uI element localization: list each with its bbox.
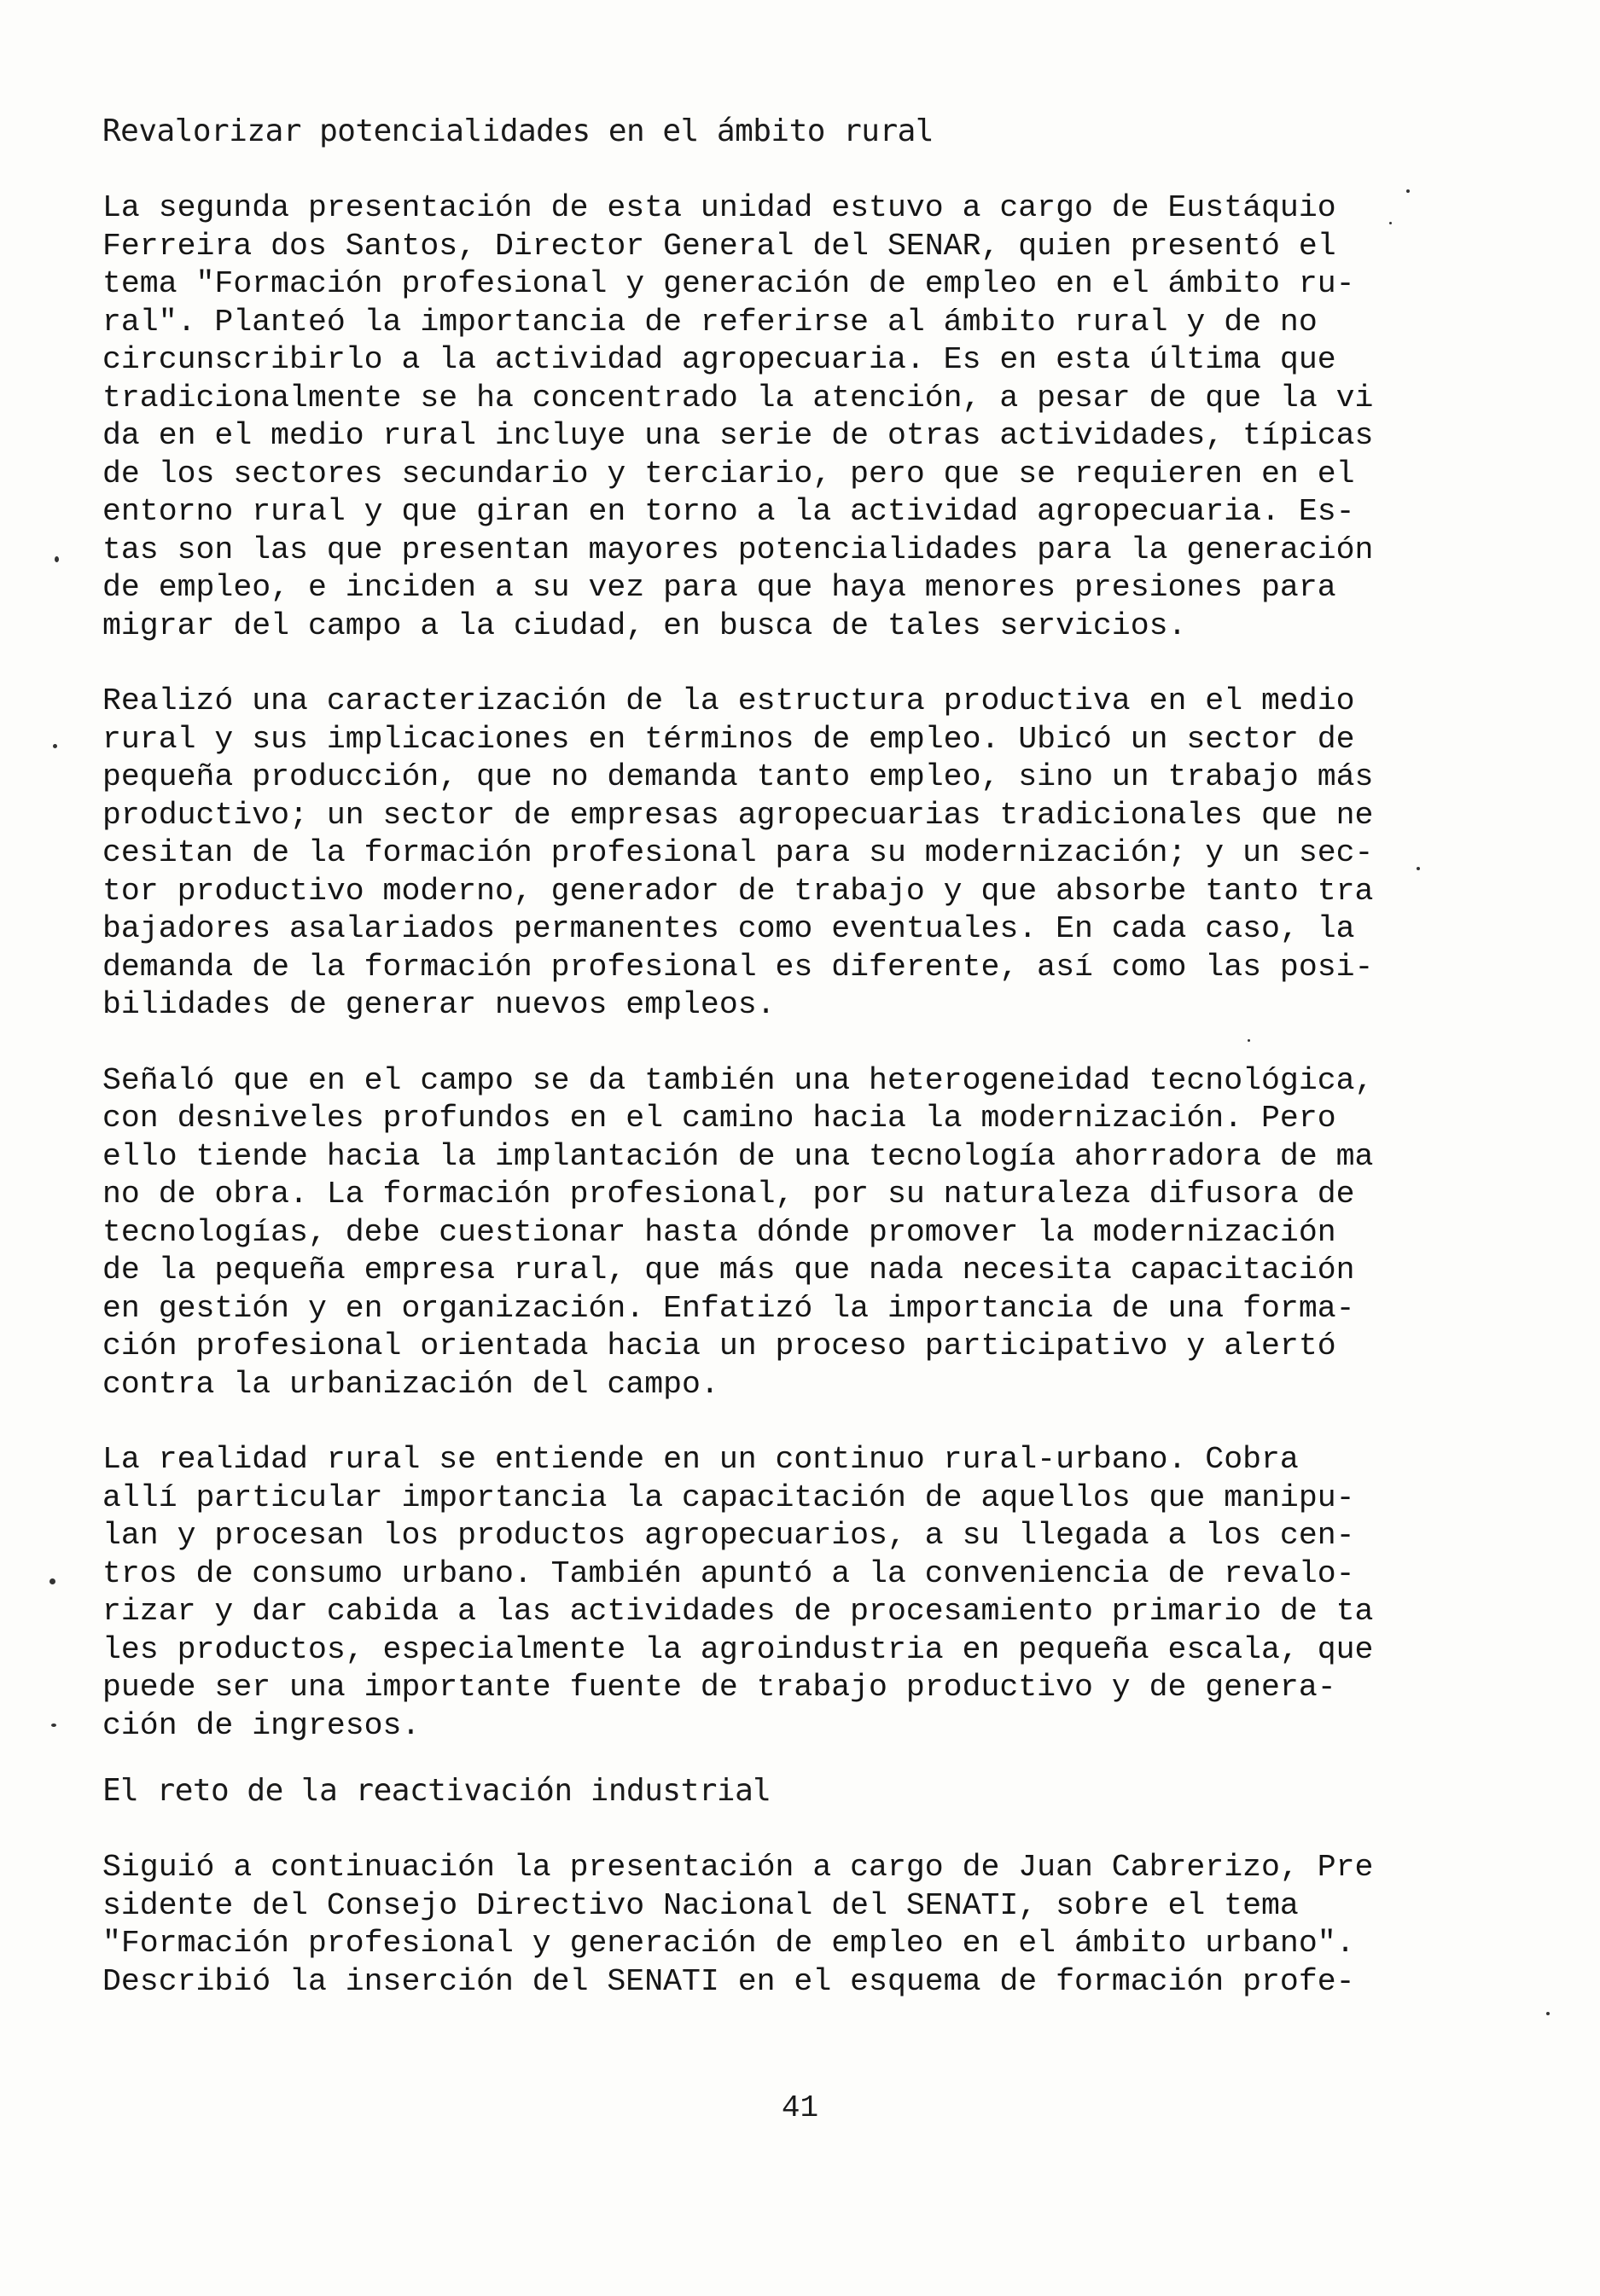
text-line: migrar del campo a la ciudad, en busca de tales servicios.: [102, 607, 1187, 643]
page-content: [102, 111, 1399, 2038]
text-line: de los sectores secundario y terciario, pero que se requieren en el: [102, 456, 1355, 491]
text-line: contra la urbanización del campo.: [102, 1366, 719, 1402]
text-line: Ferreira dos Santos, Director General del SENAR, quien presentó el: [102, 228, 1336, 264]
text-line: pequeña producción, que no demanda tanto empleo, sino un trabajo más: [102, 759, 1374, 794]
section-heading-rural: Revalorizar potencialidades en el ámbito rural: [102, 113, 934, 148]
section-heading-industrial: El reto de la reactivación industrial: [102, 1773, 771, 1808]
text-line: con desniveles profundos en el camino hacia la modernización. Pero: [102, 1101, 1336, 1136]
text-line: tradicionalmente se ha concentrado la atención, a pesar de que la vi: [102, 380, 1374, 416]
text-line: allí particular importancia la capacitación de aquellos que manipu-: [102, 1479, 1355, 1515]
paragraph: [102, 189, 1399, 645]
text-line: circunscribirlo a la actividad agropecuaria. Es en esta última que: [102, 342, 1336, 377]
paragraph: [102, 1849, 1399, 2001]
text-line: ción profesional orientada hacia un proceso participativo y alertó: [102, 1328, 1336, 1363]
text-line: bajadores asalariados permanentes como eventuales. En cada caso, la: [102, 911, 1355, 946]
text-line: les productos, especialmente la agroindustria en pequeña escala, que: [102, 1631, 1374, 1667]
text-line: Describió la inserción del SENATI en el esquema de formación profe-: [102, 1963, 1355, 1999]
text-line: rizar y dar cabida a las actividades de procesamiento primario de ta: [102, 1594, 1374, 1629]
text-line: no de obra. La formación profesional, por su naturaleza difusora de: [102, 1177, 1355, 1212]
text-line: Señaló que en el campo se da también una heterogeneidad tecnológica,: [102, 1062, 1374, 1098]
text-line: tor productivo moderno, generador de trabajo y que absorbe tanto tra: [102, 873, 1374, 909]
scan-speck: [1546, 2012, 1550, 2015]
paragraph: [102, 683, 1399, 1025]
scan-speck: [1417, 867, 1420, 870]
scan-speck: [53, 744, 57, 748]
text-line: da en el medio rural incluye una serie de otras actividades, típicas: [102, 418, 1374, 453]
text-line: cesitan de la formación profesional para su modernización; y un sec-: [102, 835, 1374, 870]
text-line: tas son las que presentan mayores potencialidades para la generación: [102, 532, 1374, 567]
scan-speck: [1389, 222, 1392, 224]
text-line: puede ser una importante fuente de trabajo productivo y de genera-: [102, 1670, 1336, 1705]
text-line: "Formación profesional y generación de empleo en el ámbito urbano".: [102, 1926, 1355, 1961]
text-line: lan y procesan los productos agropecuarios, a su llegada a los cen-: [102, 1518, 1355, 1553]
text-line: tecnologías, debe cuestionar hasta dónde promover la modernización: [102, 1214, 1336, 1250]
text-line: entorno rural y que giran en torno a la actividad agropecuaria. Es-: [102, 494, 1355, 529]
text-line: La realidad rural se entiende en un continuo rural-urbano. Cobra: [102, 1442, 1299, 1477]
text-line: demanda de la formación profesional es diferente, así como las posi-: [102, 949, 1374, 985]
text-line: rural y sus implicaciones en términos de empleo. Ubicó un sector de: [102, 721, 1355, 757]
text-line: Siguió a continuación la presentación a cargo de Juan Cabrerizo, Pre: [102, 1850, 1374, 1885]
text-line: ral". Planteó la importancia de referirse al ámbito rural y de no: [102, 304, 1318, 340]
scan-speck: [49, 1578, 55, 1584]
text-line: ello tiende hacia la implantación de una tecnología ahorradora de ma: [102, 1138, 1374, 1174]
text-line: tros de consumo urbano. También apuntó a la conveniencia de revalo-: [102, 1555, 1355, 1591]
scan-speck: [55, 556, 59, 562]
text-line: sidente del Consejo Directivo Nacional del SENATI, sobre el tema: [102, 1887, 1299, 1923]
scan-speck: [1248, 1039, 1250, 1042]
paragraph: [102, 1062, 1399, 1404]
text-line: de empleo, e inciden a su vez para que haya menores presiones para: [102, 570, 1336, 605]
scan-speck: [51, 1723, 56, 1727]
text-line: productivo; un sector de empresas agropecuarias tradicionales que ne: [102, 797, 1374, 833]
text-line: bilidades de generar nuevos empleos.: [102, 987, 776, 1022]
text-line: en gestión y en organización. Enfatizó la importancia de una forma-: [102, 1290, 1355, 1326]
text-line: tema "Formación profesional y generación de empleo en el ámbito ru-: [102, 266, 1355, 301]
scan-speck: [1406, 189, 1410, 193]
page-number: 41: [781, 2090, 819, 2125]
text-line: La segunda presentación de esta unidad estuvo a cargo de Eustáquio: [102, 190, 1336, 225]
paragraph: [102, 1441, 1399, 1745]
text-line: de la pequeña empresa rural, que más que nada necesita capacitación: [102, 1253, 1355, 1288]
text-line: ción de ingresos.: [102, 1707, 421, 1743]
text-line: Realizó una caracterización de la estructura productiva en el medio: [102, 683, 1355, 718]
